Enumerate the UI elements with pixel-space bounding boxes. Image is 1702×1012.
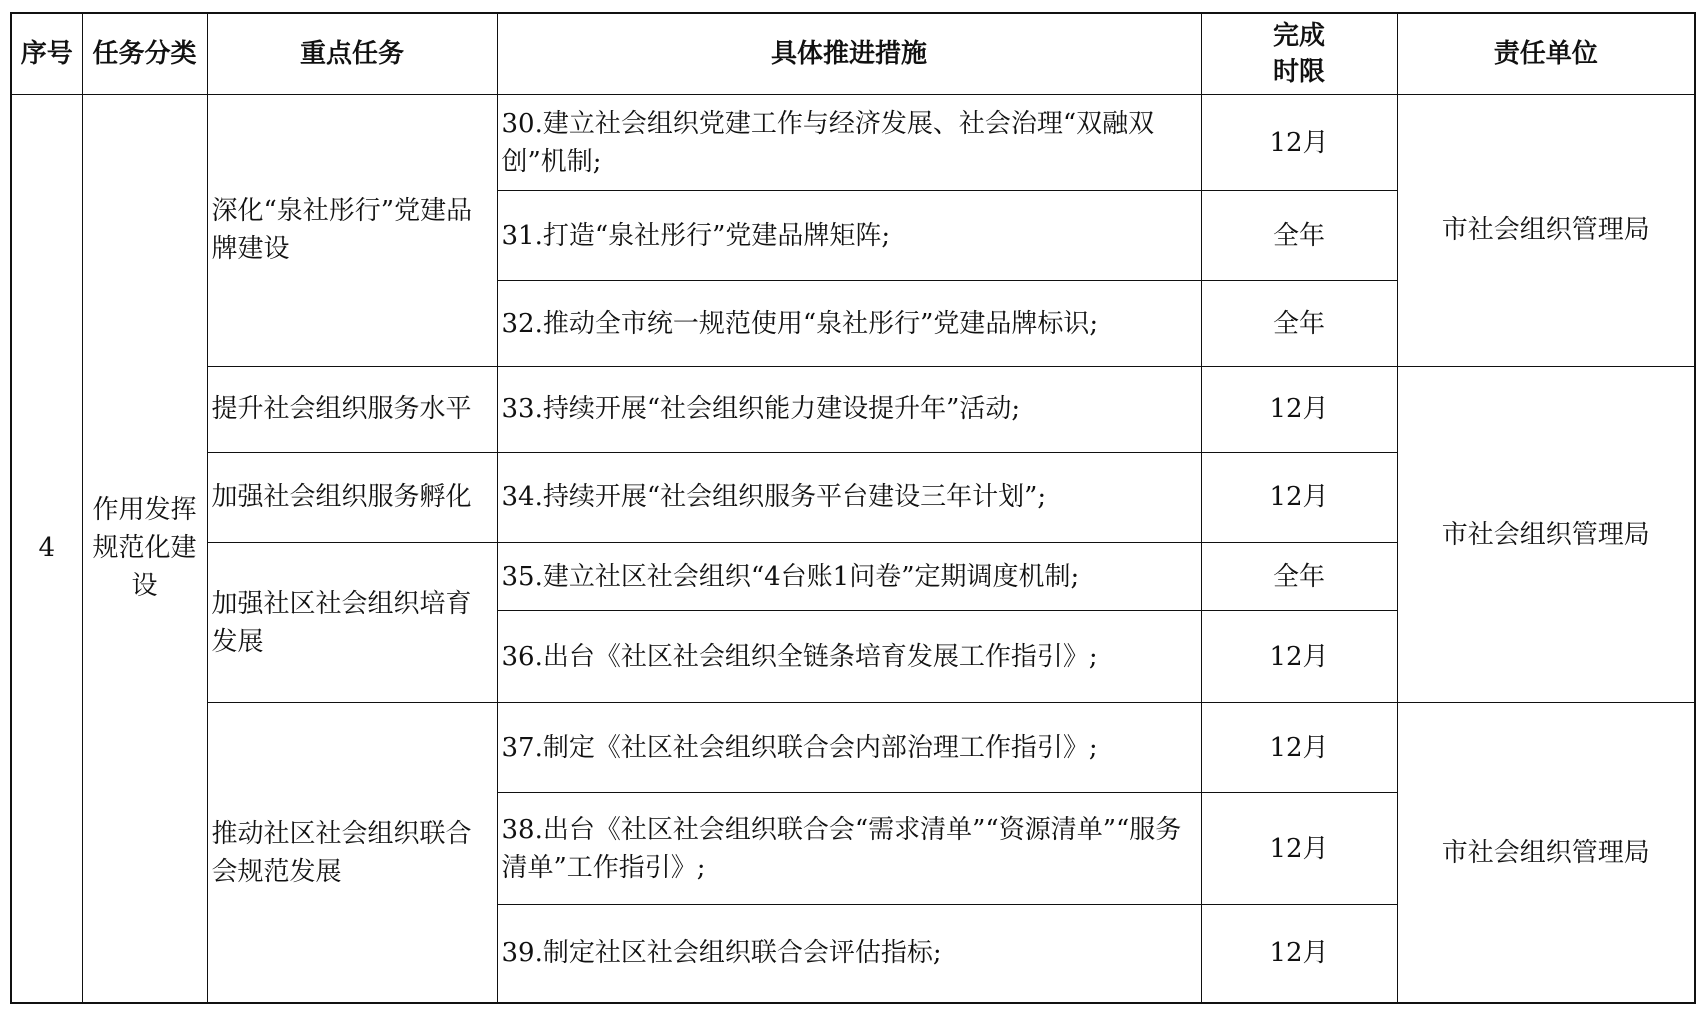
measure-cell: 32.推动全市统一规范使用“泉社彤行”党建品牌标识; bbox=[497, 281, 1201, 367]
row-number: 4 bbox=[11, 94, 82, 1003]
header-category: 任务分类 bbox=[82, 13, 207, 94]
table-row bbox=[11, 367, 1695, 453]
key-task: 加强社区社会组织培育发展 bbox=[207, 542, 497, 703]
measure-cell: 35.建立社区社会组织“4台账1问卷”定期调度机制; bbox=[497, 542, 1201, 611]
header-measure: 具体推进措施 bbox=[497, 13, 1201, 94]
deadline-cell: 12月 bbox=[1201, 904, 1397, 1003]
key-task: 深化“泉社彤行”党建品牌建设 bbox=[207, 94, 497, 366]
header-row bbox=[11, 13, 1695, 94]
header-task: 重点任务 bbox=[207, 13, 497, 94]
key-task: 提升社会组织服务水平 bbox=[207, 367, 497, 453]
deadline-cell: 12月 bbox=[1201, 452, 1397, 542]
deadline-cell: 全年 bbox=[1201, 281, 1397, 367]
deadline-cell: 全年 bbox=[1201, 542, 1397, 611]
measure-cell: 37.制定《社区社会组织联合会内部治理工作指引》; bbox=[497, 703, 1201, 793]
measure-cell: 34.持续开展“社会组织服务平台建设三年计划”; bbox=[497, 452, 1201, 542]
table-row bbox=[11, 703, 1695, 793]
header-no: 序号 bbox=[11, 13, 82, 94]
measure-cell: 36.出台《社区社会组织全链条培育发展工作指引》; bbox=[497, 611, 1201, 703]
responsible-unit: 市社会组织管理局 bbox=[1397, 94, 1695, 366]
deadline-cell: 12月 bbox=[1201, 611, 1397, 703]
measure-cell: 38.出台《社区社会组织联合会“需求清单”“资源清单”“服务清单”工作指引》; bbox=[497, 793, 1201, 904]
deadline-cell: 12月 bbox=[1201, 367, 1397, 453]
header-deadline-line2: 时限 bbox=[1272, 56, 1325, 87]
responsible-unit: 市社会组织管理局 bbox=[1397, 703, 1695, 1003]
deadline-cell: 全年 bbox=[1201, 191, 1397, 281]
key-task: 推动社区社会组织联合会规范发展 bbox=[207, 703, 497, 1003]
measure-cell: 30.建立社会组织党建工作与经济发展、社会治理“双融双创”机制; bbox=[497, 94, 1201, 190]
measure-cell: 33.持续开展“社会组织能力建设提升年”活动; bbox=[497, 367, 1201, 453]
task-table bbox=[10, 12, 1696, 1004]
deadline-cell: 12月 bbox=[1201, 793, 1397, 904]
measure-cell: 31.打造“泉社彤行”党建品牌矩阵; bbox=[497, 191, 1201, 281]
deadline-cell: 12月 bbox=[1201, 94, 1397, 190]
task-category: 作用发挥规范化建设 bbox=[82, 94, 207, 1003]
header-deadline bbox=[1201, 13, 1397, 94]
header-unit: 责任单位 bbox=[1397, 13, 1695, 94]
responsible-unit: 市社会组织管理局 bbox=[1397, 367, 1695, 703]
deadline-cell: 12月 bbox=[1201, 703, 1397, 793]
header-deadline-line1: 完成 bbox=[1272, 20, 1325, 51]
measure-cell: 39.制定社区社会组织联合会评估指标; bbox=[497, 904, 1201, 1003]
key-task: 加强社会组织服务孵化 bbox=[207, 452, 497, 542]
table-row bbox=[11, 94, 1695, 190]
